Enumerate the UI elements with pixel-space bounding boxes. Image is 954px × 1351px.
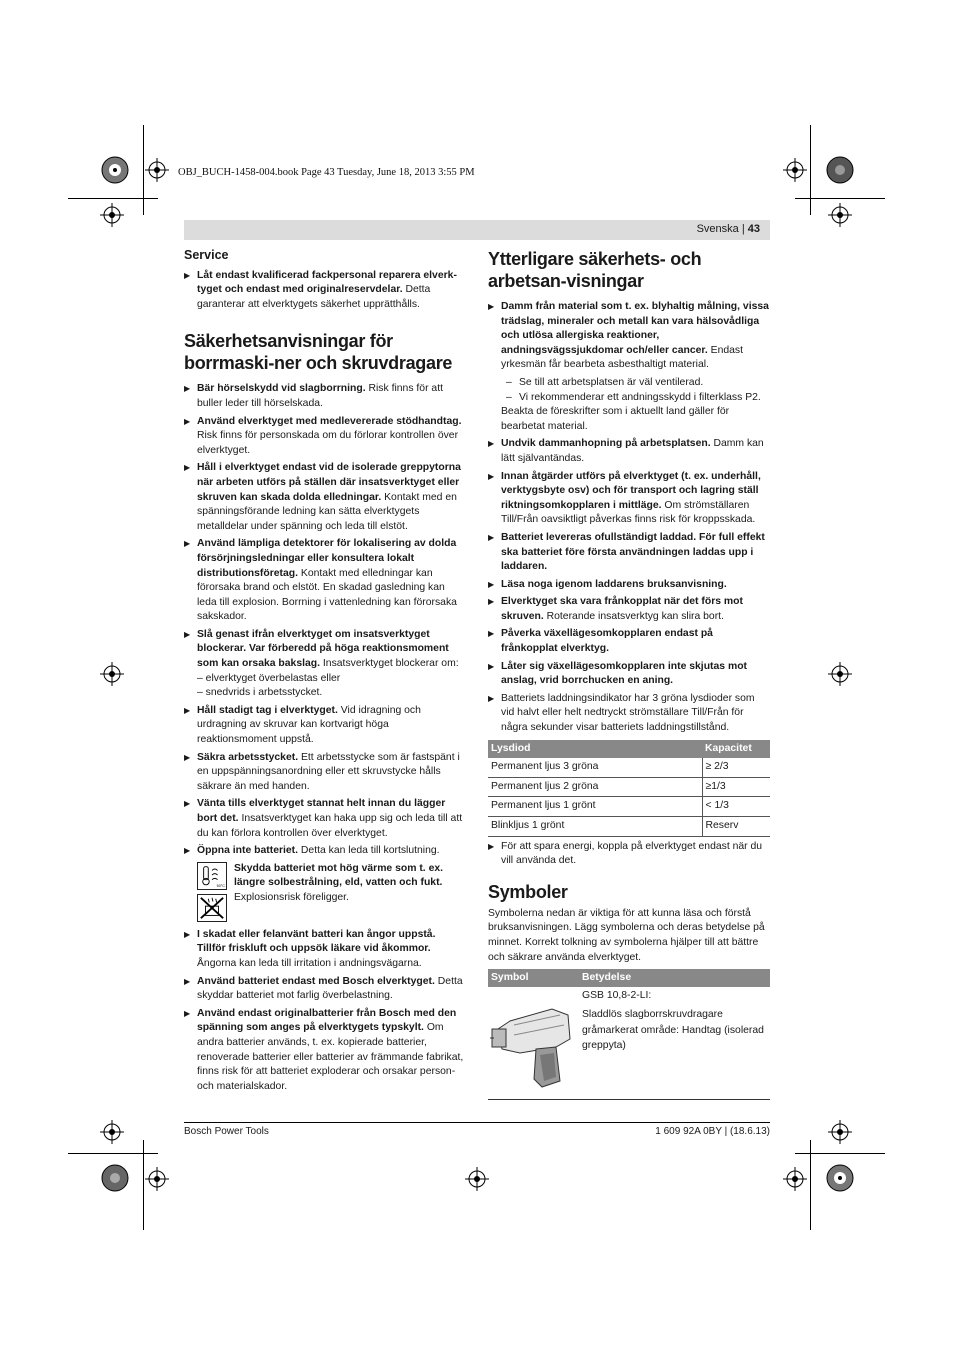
svg-text:50°C: 50°C [216,883,225,888]
print-info: OBJ_BUCH-1458-004.book Page 43 Tuesday, June 18, 2013 3:55 PM [178,167,475,178]
item-text: Detta garanterar att elverktygets säkerhet upprätthålls. [197,284,431,310]
list-item: ▶ Elverktyget ska vara frånkopplat när det förs mot skruven. Roterande insatsverktyg kan slira bort. [488,596,743,622]
table-cell: ≥ 2/3 [702,758,770,777]
item-text: Kontakt med elledningar kan förorsaka brand och elstöt. En skadad gasledning kan leda till explosion. Borrning i vattenledning kan förorsaka sakskador. [197,567,457,623]
registration-target-icon [100,155,130,185]
footer-left: Bosch Power Tools [184,1126,269,1137]
table-cell: ≥1/3 [702,777,770,797]
item-text: Kontakt med en spänningsförande ledning kan sätta elverktygets metalldelar under spänning och leda till elstöt. [197,491,457,532]
symbols-table [488,969,770,1100]
cordless-drill-image [490,995,576,1091]
crop-mark [795,198,885,199]
header-language: Svenska [696,223,739,235]
dust-note: Beakta de föreskrifter som i aktuellt land gäller för bearbetat material. [501,406,730,432]
list-item: ▶ Batteriets laddningsindikator har 3 gröna lysdioder som vid halvt eller helt nedtryckt strömställare Till/Från för några sekunder visar batteriets laddningstillstånd. [488,692,755,734]
table-row [488,777,770,797]
table-header-row [488,969,770,987]
registration-target-icon [825,155,855,185]
left-column [184,248,466,1097]
registration-target-icon [100,1163,130,1193]
dash-text: snedvrids i arbetsstycket. [205,687,323,699]
item-bold: Håll stadigt tag i elverktyget. [197,704,338,716]
crosshair-icon [828,1120,852,1144]
item-text: Vid idragning och urdragning av skruvar kan kortvarigt höga reaktionsmoment uppstå. [197,704,421,746]
item-text: För att spara energi, koppla på elverktyget endast när du vill använda det. [501,840,763,867]
list-item: ▶ Vänta tills elverktyget stannat helt innan du lägger bort det. Insatsverktyget kan haka upp sig och leda till att du kan förlora kontrollen över elverktyget. [184,798,463,839]
footer-rule [184,1122,770,1123]
list-item: ▶ Låt endast kvalificerad fackpersonal reparera elverk-tyget och endast med originalreservdelar. Detta garanterar att elverktygets säkerhet upprätthålls. [184,269,457,310]
crop-mark [143,125,144,215]
list-item: ▶ För att spara energi, koppla på elverktyget endast när du vill använda det. [488,840,763,867]
crosshair-icon [100,662,124,686]
item-bold: Påverka växellägesomkopplaren endast på frånkopplat elverktyg. [501,628,713,655]
section-heading: Säkerhetsanvisningar för borrmaski-ner och skruvdragare [184,331,453,374]
table-header: Kapacitet [702,740,770,759]
list-item: ▶ Bär hörselskydd vid slagborrning. Risk finns för att buller leder till hörselskada. [184,383,443,409]
list-item: ▶ Använd elverktyget med medlevererade stödhandtag. Risk finns för personskada om du förlorar kontrollen över elverktyget. [184,415,462,456]
crop-mark [68,1153,158,1154]
battery-charge-table [488,740,770,837]
list-item: ▶ Öppna inte batteriet. Detta kan leda till kortslutning. [184,845,440,857]
item-bold: Öppna inte batteriet. [197,845,299,857]
list-item: ▶ Säkra arbetsstycket. Ett arbetsstycke som är fastspänt i en uppspänningsanordning eller ett skruvstycke hålls säkrare än med handen. [184,751,460,792]
list-item: ▶ Batteriet levereras ofullständigt laddad. För full effekt ska batteriet före första användningen laddas upp i laddaren. [488,531,765,573]
table-cell: Permanent ljus 1 grönt [488,797,702,817]
page-number: 43 [747,223,760,235]
dash-item: – Vi rekommenderar ett andningsskydd i filterklass P2. [506,391,761,403]
crosshair-icon [828,203,852,227]
section-heading: Ytterligare säkerhets- och arbetsan-visningar [488,249,702,291]
table-cell: Permanent ljus 2 gröna [488,777,702,797]
table-row [488,817,770,837]
item-text: Om andra batterier används, t. ex. kopierade batterier, renoverade batterier eller batterier av främmande fabrikat, finns risk för att batteriet exploderar och orsakar person- och materialskador. [197,1022,464,1092]
list-item: ▶ Damm från material som t. ex. blyhaltig målning, vissa trädslag, mineraler och metall kan vara hälsovådliga och utlösa allergiska reaktioner, andningsvägssjukdomar och/eller cancer. Endast yrkesmän får bearbeta asbesthaltigt material. [488,301,769,371]
item-bold: Låt endast kvalificerad fackpersonal reparera elverk-tyget och endast med originalreservdelar. [197,269,457,296]
item-bold: I skadat eller felanvänt batteri kan ångor uppstå. Tillför friskluft och uppsök läkare vid åkommor. [197,928,436,955]
item-bold: Låter sig växellägesomkopplaren inte skjutas mot anslag, vrid borrchucken en aning. [501,660,747,687]
crosshair-icon [145,1167,169,1191]
crop-mark [795,1153,885,1154]
item-bold: Använd elverktyget med medlevererade stödhandtag. [197,415,462,427]
item-text: Risk finns för att buller leder till hörselskada. [197,383,443,409]
item-bold: Damm från material som t. ex. blyhaltig målning, vissa trädslag, mineraler och metall kan vara hälsovådliga och utlösa allergiska reaktioner, andningsvägssjukdomar och/eller cancer. [501,301,769,356]
table-cell: Reserv [702,817,770,837]
crop-mark [68,198,158,199]
item-bold: Undvik dammanhopning på arbetsplatsen. [501,438,711,450]
table-cell: Permanent ljus 3 gröna [488,758,702,777]
item-bold: Elverktyget ska vara frånkopplat när det förs mot skruven. [501,596,743,622]
list-item: ▶ Håll stadigt tag i elverktyget. Vid idragning och urdragning av skruvar kan kortvarigt höga reaktionsmoment uppstå. [184,704,421,746]
item-text: Damm kan lätt självantändas. [501,438,764,464]
battery-warning [184,862,466,924]
registration-target-icon [825,1163,855,1193]
crosshair-icon [465,1167,489,1191]
item-text: Endast yrkesmän får bearbeta asbesthaltigt material. [501,344,743,371]
dash-item: – snedvrids i arbetsstycket. [197,687,323,699]
list-item: ▶ Håll i elverktyget endast vid de isolerade greppytorna när arbeten utförs på ställen där insatsverktyget eller skruven kan skada dolda elledningar. Kontakt med en spänningsförande ledning kan sätta elverktygets metalldelar under spänning och leda till elstöt. [184,462,461,532]
item-bold: Använd lämpliga detektorer för lokalisering av dolda försörjningsledningar eller konsultera lokalt distributionsföretag. [197,538,457,579]
item-bold: Håll i elverktyget endast vid de isolerade greppytorna när arbeten utförs på ställen där insatsverktyget eller skruven kan skada dolda elledningar. [197,462,461,503]
crop-mark [810,125,811,215]
item-text: Detta skyddar batteriet mot farlig överbelastning. [197,975,463,1002]
symbols-heading: Symboler [488,881,568,902]
dash-text: elverktyget överbelastas eller [205,672,341,684]
item-text: Roterande insatsverktyg kan slira bort. [543,610,724,622]
item-bold: Bär hörselskydd vid slagborrning. [197,383,366,395]
list-item: ▶ Använd batteriet endast med Bosch elverktyget. Detta skyddar batteriet mot farlig överbelastning. [184,975,463,1002]
page-header: Svenska | 43 [184,220,770,240]
dash-item: – elverktyget överbelastas eller [197,672,341,684]
crosshair-icon [783,158,807,182]
item-text: Insatsverktyget blockerar om: [320,658,459,670]
item-text: Om strömställaren Till/Från oavsiktligt påverkas finns risk för kroppsskada. [501,499,756,526]
table-header: Betydelse [582,972,632,984]
table-row [488,758,770,777]
item-bold: Säkra arbetsstycket. [197,751,299,763]
item-text: Batteriets laddningsindikator har 3 gröna lysdioder som vid halvt eller helt nedtryckt strömställare Till/Från för några sekunder visar batteriets laddningstillstånd. [501,692,755,734]
item-text: Detta kan leda till kortslutning. [298,845,440,857]
warning-bold: Skydda batteriet mot hög värme som t. ex. längre solbestrålning, eld, vatten och fukt. [234,862,444,889]
list-item: ▶ Innan åtgärder utförs på elverktyget (t. ex. underhåll, verktygsbyte osv) och för transport och lagring ställ riktningsomkopplaren i mittläge. Om strömställaren Till/Från oavsiktligt påverkas finns risk för kroppsskada. [488,470,761,526]
heat-warning-icon [197,862,227,890]
dash-item: – Se till att arbetsplatsen är väl ventilerad. [506,376,704,388]
no-water-icon [197,894,227,922]
dash-text: Vi rekommenderar ett andningsskydd i filterklass P2. [519,391,761,403]
table-row [488,797,770,817]
list-item: ▶ Undvik dammanhopning på arbetsplatsen. Damm kan lätt självantändas. [488,438,764,464]
table-header: Symbol [491,972,529,984]
item-bold: Vänta tills elverktyget stannat helt innan du lägger bort det. [197,798,446,824]
crosshair-icon [828,662,852,686]
symbol-meaning-line: gråmarkerat område: Handtag (isolerad greppyta) [582,1025,764,1051]
item-text: Ångorna kan leda till irritation i andningsvägarna. [197,957,422,969]
crosshair-icon [783,1167,807,1191]
list-item: ▶ Påverka växellägesomkopplaren endast på frånkopplat elverktyg. [488,628,713,655]
service-heading: Service [184,248,229,262]
symbols-intro: Symbolerna nedan är viktiga för att kunna läsa och förstå bruksanvisningen. Lägg symbolerna och deras betydelse på minnet. Korrekt tolkning av symbolerna hjälper till att bättre och säkrare använda elverktyget. [488,907,765,963]
item-text: Risk finns för personskada om du förlorar kontrollen över elverktyget. [197,430,459,456]
crosshair-icon [145,158,169,182]
table-header-row [488,740,770,759]
list-item: ▶ Läsa noga igenom laddarens bruksanvisning. [488,578,727,590]
item-bold: Batteriet levereras ofullständigt laddad. För full effekt ska batteriet före första användningen laddas upp i laddaren. [501,531,765,573]
list-item: ▶ Använd endast originalbatterier från Bosch med den spänning som anges på elverktygets typskylt. Om andra batterier används, t. ex. kopierade batterier, renoverade batterier eller batterier av främmande fabrikat, finns risk för att batteriet exploderar och orsakar person- och materialskador. [184,1007,464,1092]
list-item: ▶ Använd lämpliga detektorer för lokalisering av dolda försörjningsledningar eller konsultera lokalt distributionsföretag. Kontakt med elledningar kan förorsaka brand och elstöt. En skadad gasledning kan leda till explosion. Borrning i vattenledning kan förorsaka sakskador. [184,538,457,623]
symbol-meaning-line: Sladdlös slagborrskruvdragare [582,1008,723,1020]
crosshair-icon [100,1120,124,1144]
item-bold: Innan åtgärder utförs på elverktyget (t. ex. underhåll, verktygsbyte osv) och för transport och lagring ställ riktningsomkopplaren i mittläge. [501,470,761,511]
item-bold: Läsa noga igenom laddarens bruksanvisning. [501,578,727,590]
right-column [488,248,770,1100]
item-bold: Använd batteriet endast med Bosch elverktyget. [197,975,435,987]
list-item: ▶ I skadat eller felanvänt batteri kan ångor uppstå. Tillför friskluft och uppsök läkare vid åkommor. Ångorna kan leda till irritation i andningsvägarna. [184,928,436,969]
warning-text: Explosionsrisk föreligger. [234,891,349,903]
table-cell: Blinkljus 1 grönt [488,817,702,837]
crosshair-icon [100,203,124,227]
item-text: Ett arbetsstycke som är fastspänt i en uppspänningsanordning eller ett skruvstycke hålls säkrare än med handen. [197,751,460,792]
table-header: Lysdiod [488,740,702,759]
footer-right: 1 609 92A 0BY | (18.6.13) [655,1126,770,1137]
item-bold: Använd endast originalbatterier från Bosch med den spänning som anges på elverktygets typskylt. [197,1007,457,1034]
item-text: Insatsverktyget kan haka upp sig och leda till att du kan förlora kontrollen över elverktyget. [197,813,463,839]
list-item: ▶ Låter sig växellägesomkopplaren inte skjutas mot anslag, vrid borrchucken en aning. [488,660,747,687]
dash-text: Se till att arbetsplatsen är väl ventilerad. [519,376,704,388]
table-row [488,987,770,1100]
symbol-meaning-line: GSB 10,8-2-LI: [582,990,652,1002]
table-cell: < 1/3 [702,797,770,817]
item-bold: Slå genast ifrån elverktyget om insatsverktyget blockerar. Var förberedd på höga reaktionsmoment som kan orsaka bakslag. [197,628,449,670]
list-item: ▶ Slå genast ifrån elverktyget om insatsverktyget blockerar. Var förberedd på höga reaktionsmoment som kan orsaka bakslag. Insatsverktyget blockerar om: [184,628,459,670]
